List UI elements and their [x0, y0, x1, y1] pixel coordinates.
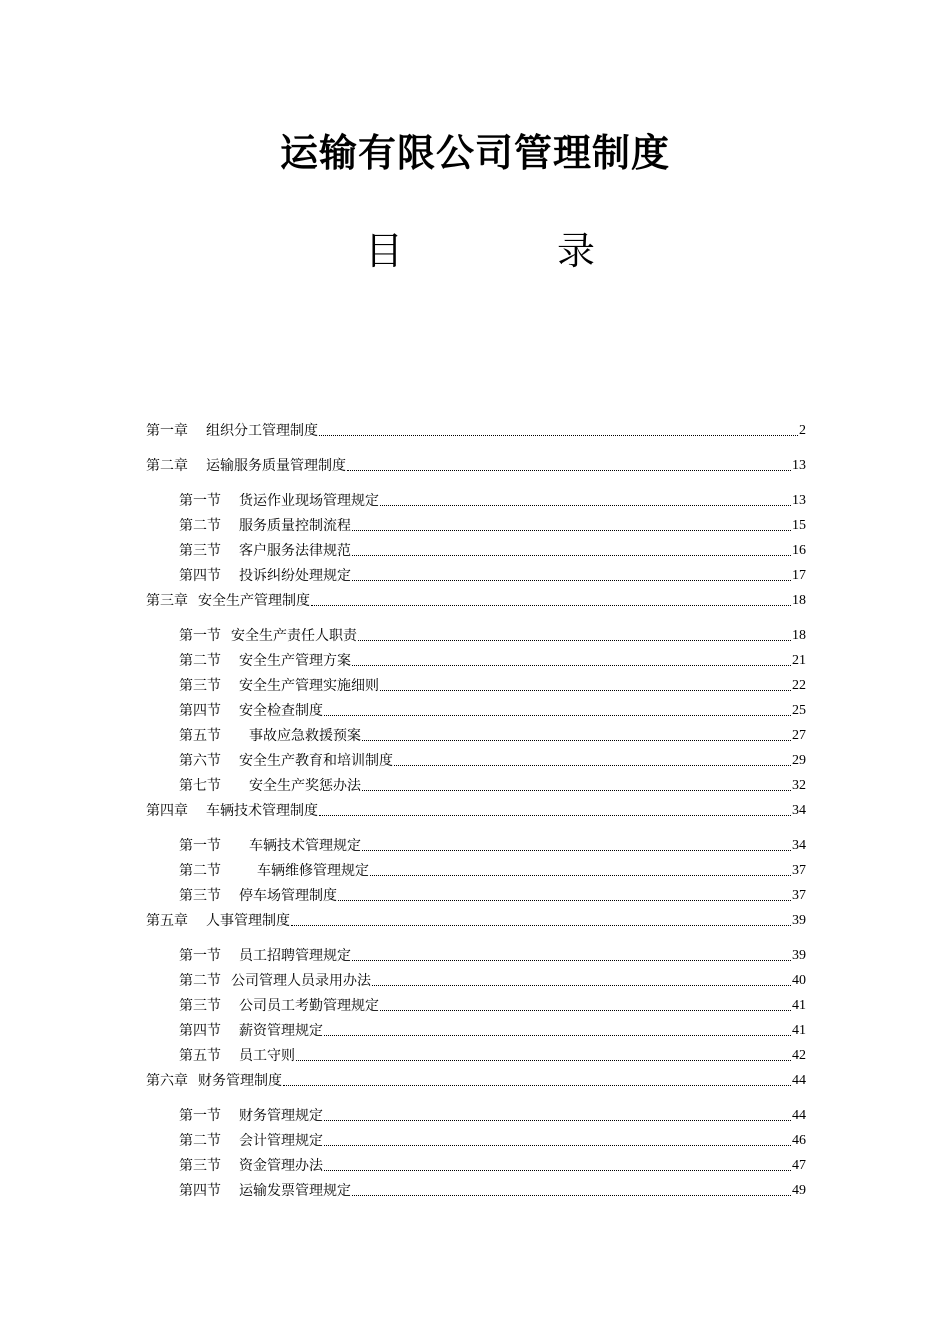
toc-entry-title: 事故应急救援预案 [249, 728, 361, 744]
toc-entry-label: 第五节 [179, 1048, 221, 1064]
toc-dot-leader [362, 739, 791, 741]
toc-entry-page-number: 21 [792, 653, 806, 668]
toc-entry-title: 安全生产管理实施细则 [239, 678, 379, 694]
toc-entry-label: 第一节 [179, 838, 221, 854]
document-title: 运输有限公司管理制度 [279, 131, 670, 175]
toc-entry-page-number: 32 [792, 778, 806, 793]
toc-section-entry[interactable] [179, 515, 806, 535]
toc-dot-leader [352, 554, 791, 556]
toc-entry-page-number: 15 [792, 518, 806, 533]
toc-entry-label: 第六章 [146, 1073, 188, 1089]
toc-dot-leader [380, 689, 791, 691]
toc-section-entry[interactable] [179, 540, 806, 560]
toc-entry-label: 第二节 [179, 863, 221, 879]
toc-entry-title: 车辆技术管理规定 [249, 838, 361, 854]
toc-dot-leader [324, 1034, 791, 1036]
toc-entry-label: 第四节 [179, 568, 221, 584]
toc-entry-title: 薪资管理规定 [239, 1023, 323, 1039]
toc-entry-title: 员工守则 [239, 1048, 295, 1064]
toc-entry-page-number: 18 [792, 628, 806, 643]
toc-entry-page-number: 46 [792, 1133, 806, 1148]
toc-entry-page-number: 39 [792, 913, 806, 928]
toc-entry-page-number: 41 [792, 998, 806, 1013]
toc-dot-leader [311, 604, 791, 606]
toc-entry-title: 组织分工管理制度 [206, 423, 318, 439]
toc-entry-label: 第六节 [179, 753, 221, 769]
toc-entry-label: 第三节 [179, 678, 221, 694]
toc-dot-leader [352, 579, 791, 581]
toc-entry-title: 资金管理办法 [239, 1158, 323, 1174]
toc-entry-title: 公司员工考勤管理规定 [239, 998, 379, 1014]
toc-dot-leader [324, 714, 791, 716]
toc-dot-leader [352, 1194, 791, 1196]
toc-dot-leader [352, 664, 791, 666]
toc-entry-page-number: 13 [792, 458, 806, 473]
toc-entry-page-number: 22 [792, 678, 806, 693]
toc-dot-leader [362, 849, 791, 851]
toc-entry-title: 安全生产责任人职责 [231, 628, 357, 644]
toc-entry-page-number: 29 [792, 753, 806, 768]
toc-entry-label: 第三节 [179, 888, 221, 904]
toc-dot-leader [370, 874, 791, 876]
toc-entry-title: 安全生产管理方案 [239, 653, 351, 669]
toc-entry-label: 第五章 [146, 913, 188, 929]
toc-section-entry[interactable] [179, 675, 806, 695]
toc-entry-page-number: 25 [792, 703, 806, 718]
toc-entry-label: 第四节 [179, 703, 221, 719]
toc-dot-leader [283, 1084, 791, 1086]
toc-entry-page-number: 17 [792, 568, 806, 583]
toc-section-entry[interactable] [179, 725, 806, 745]
toc-entry-title: 投诉纠纷处理规定 [239, 568, 351, 584]
toc-entry-label: 第一节 [179, 948, 221, 964]
toc-entry-page-number: 18 [792, 593, 806, 608]
toc-dot-leader [319, 814, 791, 816]
toc-section-entry[interactable] [179, 625, 806, 645]
toc-entry-label: 第三节 [179, 1158, 221, 1174]
toc-chapter-entry[interactable] [146, 455, 806, 475]
toc-entry-label: 第七节 [179, 778, 221, 794]
toc-section-entry[interactable] [179, 995, 806, 1015]
toc-section-entry[interactable] [179, 1105, 806, 1125]
toc-entry-label: 第二节 [179, 1133, 221, 1149]
toc-section-entry[interactable] [179, 775, 806, 795]
toc-entry-label: 第一节 [179, 1108, 221, 1124]
toc-entry-title: 运输服务质量管理制度 [206, 458, 346, 474]
toc-entry-label: 第三章 [146, 593, 188, 609]
toc-entry-title: 财务管理规定 [239, 1108, 323, 1124]
toc-entry-title: 停车场管理制度 [239, 888, 337, 904]
toc-entry-label: 第四节 [179, 1023, 221, 1039]
toc-section-entry[interactable] [179, 1180, 806, 1200]
toc-entry-label: 第二章 [146, 458, 188, 474]
toc-section-entry[interactable] [179, 970, 806, 990]
toc-dot-leader [338, 899, 791, 901]
toc-section-entry[interactable] [179, 1155, 806, 1175]
toc-section-entry[interactable] [179, 835, 806, 855]
toc-dot-leader [324, 1144, 791, 1146]
toc-entry-page-number: 47 [792, 1158, 806, 1173]
toc-heading-char-1: 目 [365, 229, 404, 273]
toc-entry-label: 第四节 [179, 1183, 221, 1199]
toc-entry-title: 人事管理制度 [206, 913, 290, 929]
toc-entry-title: 员工招聘管理规定 [239, 948, 351, 964]
toc-entry-title: 运输发票管理规定 [239, 1183, 351, 1199]
toc-entry-title: 安全生产管理制度 [198, 593, 310, 609]
toc-section-entry[interactable] [179, 885, 806, 905]
toc-dot-leader [347, 469, 791, 471]
toc-entry-label: 第一节 [179, 628, 221, 644]
toc-section-entry[interactable] [179, 490, 806, 510]
toc-entry-page-number: 27 [792, 728, 806, 743]
toc-entry-title: 财务管理制度 [198, 1073, 282, 1089]
toc-dot-leader [319, 434, 798, 436]
toc-entry-page-number: 37 [792, 863, 806, 878]
toc-entry-title: 安全检查制度 [239, 703, 323, 719]
toc-section-entry[interactable] [179, 1020, 806, 1040]
toc-entry-label: 第三节 [179, 998, 221, 1014]
toc-entry-title: 安全生产奖惩办法 [249, 778, 361, 794]
toc-entry-page-number: 2 [799, 423, 806, 438]
toc-entry-page-number: 39 [792, 948, 806, 963]
toc-chapter-entry[interactable] [146, 420, 806, 440]
toc-section-entry[interactable] [179, 860, 806, 880]
toc-entry-title: 服务质量控制流程 [239, 518, 351, 534]
toc-entry-page-number: 44 [792, 1073, 806, 1088]
toc-section-entry[interactable] [179, 945, 806, 965]
toc-entry-label: 第二节 [179, 653, 221, 669]
toc-entry-page-number: 40 [792, 973, 806, 988]
toc-entry-label: 第一章 [146, 423, 188, 439]
toc-chapter-entry[interactable] [146, 800, 806, 820]
toc-entry-page-number: 49 [792, 1183, 806, 1198]
toc-entry-title: 车辆技术管理制度 [206, 803, 318, 819]
toc-section-entry[interactable] [179, 700, 806, 720]
toc-entry-label: 第二节 [179, 518, 221, 534]
toc-dot-leader [324, 1119, 791, 1121]
toc-entry-title: 货运作业现场管理规定 [239, 493, 379, 509]
toc-dot-leader [296, 1059, 791, 1061]
toc-entry-title: 客户服务法律规范 [239, 543, 351, 559]
toc-section-entry[interactable] [179, 750, 806, 770]
toc-entry-title: 会计管理规定 [239, 1133, 323, 1149]
toc-entry-title: 公司管理人员录用办法 [231, 973, 371, 989]
toc-dot-leader [380, 1009, 791, 1011]
toc-section-entry[interactable] [179, 650, 806, 670]
toc-entry-label: 第一节 [179, 493, 221, 509]
toc-dot-leader [352, 529, 791, 531]
toc-dot-leader [352, 959, 791, 961]
toc-entry-page-number: 13 [792, 493, 806, 508]
toc-entry-page-number: 16 [792, 543, 806, 558]
toc-dot-leader [372, 984, 791, 986]
toc-heading-char-2: 录 [556, 229, 595, 273]
toc-chapter-entry[interactable] [146, 590, 806, 610]
toc-chapter-entry[interactable] [146, 1070, 806, 1090]
toc-dot-leader [358, 639, 791, 641]
toc-entry-label: 第五节 [179, 728, 221, 744]
toc-dot-leader [380, 504, 791, 506]
toc-entry-label: 第四章 [146, 803, 188, 819]
toc-entry-page-number: 34 [792, 803, 806, 818]
toc-entry-page-number: 37 [792, 888, 806, 903]
toc-entry-page-number: 44 [792, 1108, 806, 1123]
toc-section-entry[interactable] [179, 1130, 806, 1150]
toc-dot-leader [394, 764, 791, 766]
toc-entry-label: 第二节 [179, 973, 221, 989]
toc-entry-page-number: 42 [792, 1048, 806, 1063]
toc-dot-leader [291, 924, 791, 926]
toc-entry-page-number: 41 [792, 1023, 806, 1038]
toc-chapter-entry[interactable] [146, 910, 806, 930]
toc-entry-title: 车辆维修管理规定 [257, 863, 369, 879]
toc-section-entry[interactable] [179, 565, 806, 585]
toc-section-entry[interactable] [179, 1045, 806, 1065]
toc-dot-leader [324, 1169, 791, 1171]
toc-entry-label: 第三节 [179, 543, 221, 559]
toc-entry-title: 安全生产教育和培训制度 [239, 753, 393, 769]
toc-dot-leader [362, 789, 791, 791]
toc-entry-page-number: 34 [792, 838, 806, 853]
